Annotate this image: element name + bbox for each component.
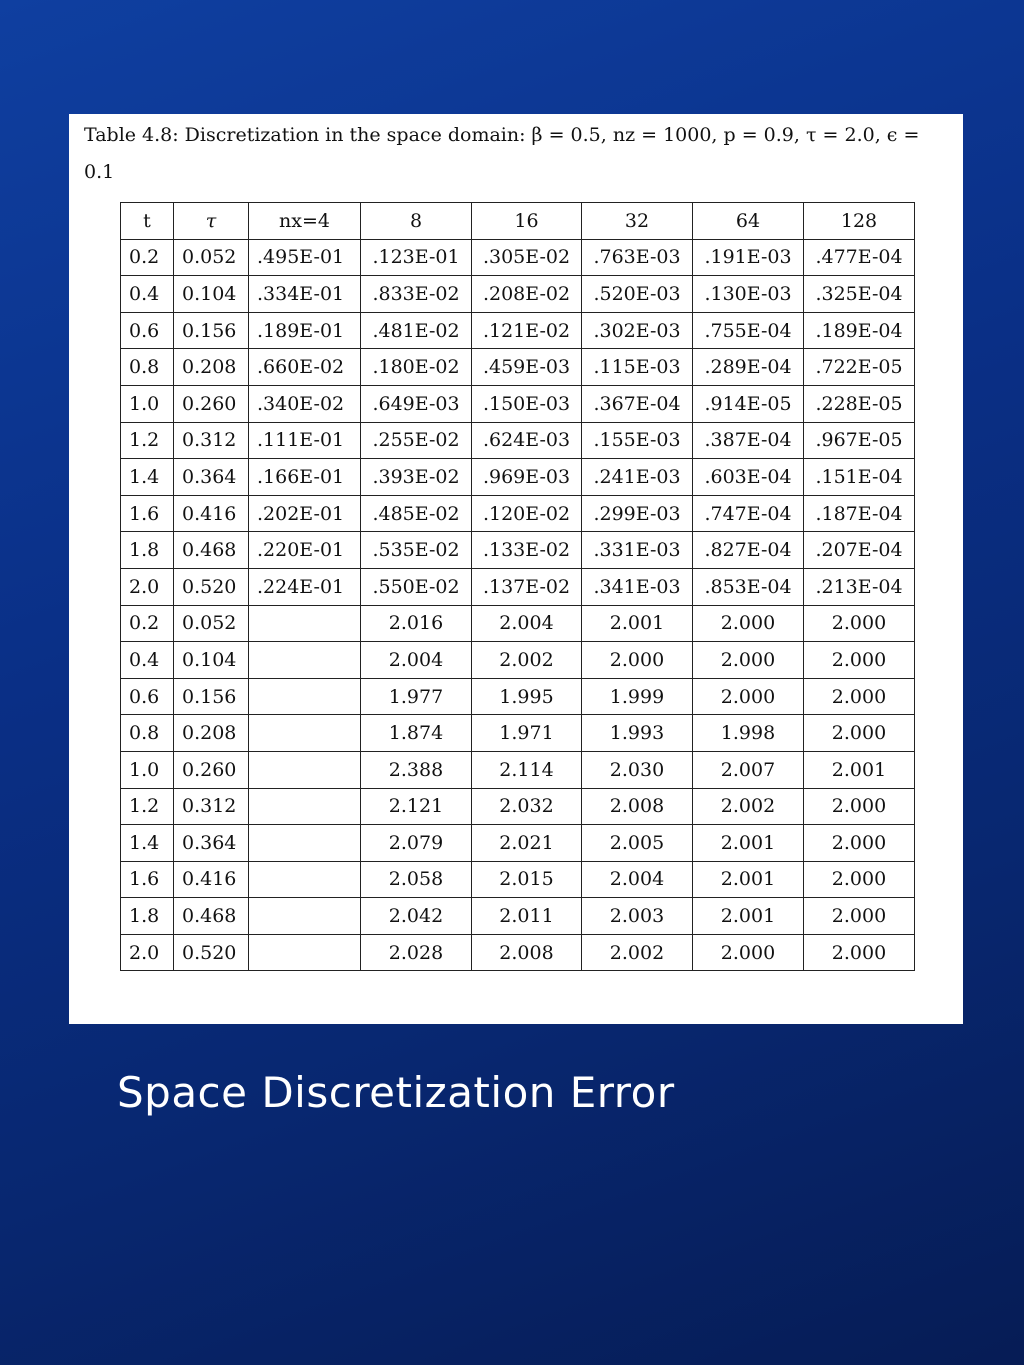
- table-cell: [249, 861, 361, 898]
- table-cell: 1.995: [472, 678, 582, 715]
- table-cell: .255E-02: [361, 422, 472, 459]
- table-caption-text: Discretization in the space domain: β = 0.5, nz = 1000, p = 0.9, τ = 2.0, ϵ = 0.1: [84, 124, 926, 183]
- table-caption-label: Table 4.8:: [84, 124, 179, 146]
- table-cell: .299E-03: [582, 495, 693, 532]
- table-cell: 1.2: [121, 422, 174, 459]
- table-cell: .213E-04: [804, 568, 915, 605]
- table-cell: .137E-02: [472, 568, 582, 605]
- table-cell: 2.0: [121, 934, 174, 971]
- table-row: [121, 239, 915, 276]
- table-cell: [249, 898, 361, 935]
- table-cell: 2.002: [582, 934, 693, 971]
- table-row: [121, 568, 915, 605]
- table-cell: .833E-02: [361, 276, 472, 313]
- table-cell: .763E-03: [582, 239, 693, 276]
- table-cell: 0.416: [174, 495, 249, 532]
- table-cell: 2.008: [582, 788, 693, 825]
- table-cell: 1.971: [472, 715, 582, 752]
- table-cell: .187E-04: [804, 495, 915, 532]
- table-cell: 2.001: [693, 825, 804, 862]
- table-cell: [249, 825, 361, 862]
- table-row: [121, 532, 915, 569]
- table-cell: 0.2: [121, 239, 174, 276]
- table-cell: 2.004: [472, 605, 582, 642]
- table-cell: 0.260: [174, 385, 249, 422]
- table-cell: .191E-03: [693, 239, 804, 276]
- table-cell: 2.000: [804, 861, 915, 898]
- table-cell: 0.6: [121, 312, 174, 349]
- header-tau: τ: [174, 203, 249, 240]
- table-cell: 2.0: [121, 568, 174, 605]
- table-row: [121, 459, 915, 496]
- table-cell: 2.000: [804, 825, 915, 862]
- table-cell: .341E-03: [582, 568, 693, 605]
- header-nx4: nx=4: [249, 203, 361, 240]
- table-cell: 1.4: [121, 459, 174, 496]
- table-cell: 2.002: [693, 788, 804, 825]
- table-cell: 1.874: [361, 715, 472, 752]
- table-cell: 0.364: [174, 459, 249, 496]
- table-cell: [249, 605, 361, 642]
- table-cell: .755E-04: [693, 312, 804, 349]
- table-row: [121, 861, 915, 898]
- table-cell: 2.008: [472, 934, 582, 971]
- table-cell: 1.977: [361, 678, 472, 715]
- table-cell: .340E-02: [249, 385, 361, 422]
- table-cell: 2.000: [804, 934, 915, 971]
- table-cell: .228E-05: [804, 385, 915, 422]
- table-cell: .334E-01: [249, 276, 361, 313]
- table-cell: 1.6: [121, 495, 174, 532]
- table-cell: 0.2: [121, 605, 174, 642]
- table-cell: .660E-02: [249, 349, 361, 386]
- table-cell: 2.058: [361, 861, 472, 898]
- table-cell: .155E-03: [582, 422, 693, 459]
- table-cell: .914E-05: [693, 385, 804, 422]
- table-cell: 0.520: [174, 934, 249, 971]
- table-cell: 2.001: [693, 898, 804, 935]
- table-cell: 2.000: [804, 788, 915, 825]
- table-cell: .722E-05: [804, 349, 915, 386]
- table-cell: .115E-03: [582, 349, 693, 386]
- table-cell: [249, 934, 361, 971]
- table-header-row: [121, 203, 915, 240]
- table-cell: 2.042: [361, 898, 472, 935]
- table-row: [121, 642, 915, 679]
- table-cell: 0.260: [174, 751, 249, 788]
- table-cell: .208E-02: [472, 276, 582, 313]
- table-cell: .495E-01: [249, 239, 361, 276]
- table-cell: .180E-02: [361, 349, 472, 386]
- table-cell: .550E-02: [361, 568, 472, 605]
- table-cell: 2.388: [361, 751, 472, 788]
- table-cell: .121E-02: [472, 312, 582, 349]
- table-row: [121, 422, 915, 459]
- table-cell: 1.998: [693, 715, 804, 752]
- table-cell: .969E-03: [472, 459, 582, 496]
- table-cell: 2.003: [582, 898, 693, 935]
- header-8: 8: [361, 203, 472, 240]
- table-cell: 0.364: [174, 825, 249, 862]
- table-cell: .331E-03: [582, 532, 693, 569]
- discretization-table: [120, 202, 915, 971]
- table-cell: .967E-05: [804, 422, 915, 459]
- table-cell: 0.156: [174, 678, 249, 715]
- table-cell: 1.8: [121, 532, 174, 569]
- table-cell: 1.6: [121, 861, 174, 898]
- table-cell: 2.004: [361, 642, 472, 679]
- table-cell: .393E-02: [361, 459, 472, 496]
- table-cell: .130E-03: [693, 276, 804, 313]
- table-cell: 2.000: [804, 605, 915, 642]
- table-cell: 0.156: [174, 312, 249, 349]
- table-cell: .111E-01: [249, 422, 361, 459]
- table-body: [121, 239, 915, 971]
- table-row: [121, 605, 915, 642]
- table-cell: 0.052: [174, 239, 249, 276]
- table-cell: .133E-02: [472, 532, 582, 569]
- table-row: [121, 312, 915, 349]
- table-cell: .189E-04: [804, 312, 915, 349]
- table-cell: 2.000: [804, 678, 915, 715]
- table-cell: 0.468: [174, 898, 249, 935]
- table-cell: 2.007: [693, 751, 804, 788]
- table-cell: 1.993: [582, 715, 693, 752]
- table-cell: 2.030: [582, 751, 693, 788]
- table-cell: .150E-03: [472, 385, 582, 422]
- table-cell: [249, 678, 361, 715]
- table-cell: 1.4: [121, 825, 174, 862]
- table-cell: .649E-03: [361, 385, 472, 422]
- table-cell: 2.079: [361, 825, 472, 862]
- table-cell: .202E-01: [249, 495, 361, 532]
- table-cell: 0.4: [121, 276, 174, 313]
- table-cell: 0.6: [121, 678, 174, 715]
- table-cell: 1.0: [121, 751, 174, 788]
- table-cell: .151E-04: [804, 459, 915, 496]
- table-cell: .220E-01: [249, 532, 361, 569]
- table-cell: 2.000: [693, 642, 804, 679]
- table-cell: 2.000: [693, 605, 804, 642]
- slide-title: Space Discretization Error: [117, 1068, 675, 1117]
- table-cell: .305E-02: [472, 239, 582, 276]
- table-row: [121, 385, 915, 422]
- table-cell: 1.0: [121, 385, 174, 422]
- table-cell: 2.000: [804, 642, 915, 679]
- table-row: [121, 349, 915, 386]
- table-row: [121, 825, 915, 862]
- table-cell: [249, 715, 361, 752]
- table-row: [121, 715, 915, 752]
- table-row: [121, 276, 915, 313]
- table-cell: 0.104: [174, 276, 249, 313]
- table-cell: 2.032: [472, 788, 582, 825]
- table-cell: 2.001: [804, 751, 915, 788]
- table-row: [121, 495, 915, 532]
- table-cell: .189E-01: [249, 312, 361, 349]
- table-row: [121, 751, 915, 788]
- table-cell: 2.028: [361, 934, 472, 971]
- table-cell: 2.002: [472, 642, 582, 679]
- table-cell: 2.000: [804, 898, 915, 935]
- table-row: [121, 788, 915, 825]
- table-cell: 2.000: [804, 715, 915, 752]
- table-cell: .120E-02: [472, 495, 582, 532]
- table-cell: 2.121: [361, 788, 472, 825]
- table-cell: .853E-04: [693, 568, 804, 605]
- table-cell: 2.021: [472, 825, 582, 862]
- table-cell: 0.4: [121, 642, 174, 679]
- table-cell: .624E-03: [472, 422, 582, 459]
- table-cell: 2.015: [472, 861, 582, 898]
- table-cell: .166E-01: [249, 459, 361, 496]
- header-t: t: [121, 203, 174, 240]
- table-cell: .302E-03: [582, 312, 693, 349]
- table-cell: 2.000: [582, 642, 693, 679]
- table-cell: 2.114: [472, 751, 582, 788]
- table-cell: 2.000: [693, 934, 804, 971]
- table-cell: 0.208: [174, 349, 249, 386]
- table-cell: 2.004: [582, 861, 693, 898]
- table-cell: 0.468: [174, 532, 249, 569]
- table-cell: 2.000: [693, 678, 804, 715]
- table-cell: .485E-02: [361, 495, 472, 532]
- table-cell: .207E-04: [804, 532, 915, 569]
- table-cell: 2.001: [582, 605, 693, 642]
- header-16: 16: [472, 203, 582, 240]
- table-cell: 0.520: [174, 568, 249, 605]
- table-caption: [84, 117, 954, 191]
- table-cell: .459E-03: [472, 349, 582, 386]
- table-cell: 1.8: [121, 898, 174, 935]
- table-cell: [249, 788, 361, 825]
- table-cell: [249, 751, 361, 788]
- table-cell: 0.416: [174, 861, 249, 898]
- header-64: 64: [693, 203, 804, 240]
- table-cell: 0.8: [121, 349, 174, 386]
- table-cell: 0.052: [174, 605, 249, 642]
- table-cell: .520E-03: [582, 276, 693, 313]
- table-cell: .747E-04: [693, 495, 804, 532]
- table-cell: .224E-01: [249, 568, 361, 605]
- table-row: [121, 898, 915, 935]
- table-cell: .325E-04: [804, 276, 915, 313]
- table-cell: .603E-04: [693, 459, 804, 496]
- table-cell: 2.011: [472, 898, 582, 935]
- header-32: 32: [582, 203, 693, 240]
- table-cell: .367E-04: [582, 385, 693, 422]
- table-cell: 2.001: [693, 861, 804, 898]
- table-cell: .123E-01: [361, 239, 472, 276]
- table-cell: 0.312: [174, 422, 249, 459]
- table-row: [121, 678, 915, 715]
- table-cell: 2.005: [582, 825, 693, 862]
- table-cell: 0.312: [174, 788, 249, 825]
- table-cell: .535E-02: [361, 532, 472, 569]
- table-cell: .827E-04: [693, 532, 804, 569]
- table-cell: .477E-04: [804, 239, 915, 276]
- table-cell: .387E-04: [693, 422, 804, 459]
- table-cell: .289E-04: [693, 349, 804, 386]
- table-cell: 0.104: [174, 642, 249, 679]
- table-cell: 1.2: [121, 788, 174, 825]
- table-cell: 2.016: [361, 605, 472, 642]
- table-cell: 0.208: [174, 715, 249, 752]
- header-128: 128: [804, 203, 915, 240]
- table-cell: .241E-03: [582, 459, 693, 496]
- table-cell: [249, 642, 361, 679]
- table-cell: .481E-02: [361, 312, 472, 349]
- table-cell: 1.999: [582, 678, 693, 715]
- table-cell: 0.8: [121, 715, 174, 752]
- table-row: [121, 934, 915, 971]
